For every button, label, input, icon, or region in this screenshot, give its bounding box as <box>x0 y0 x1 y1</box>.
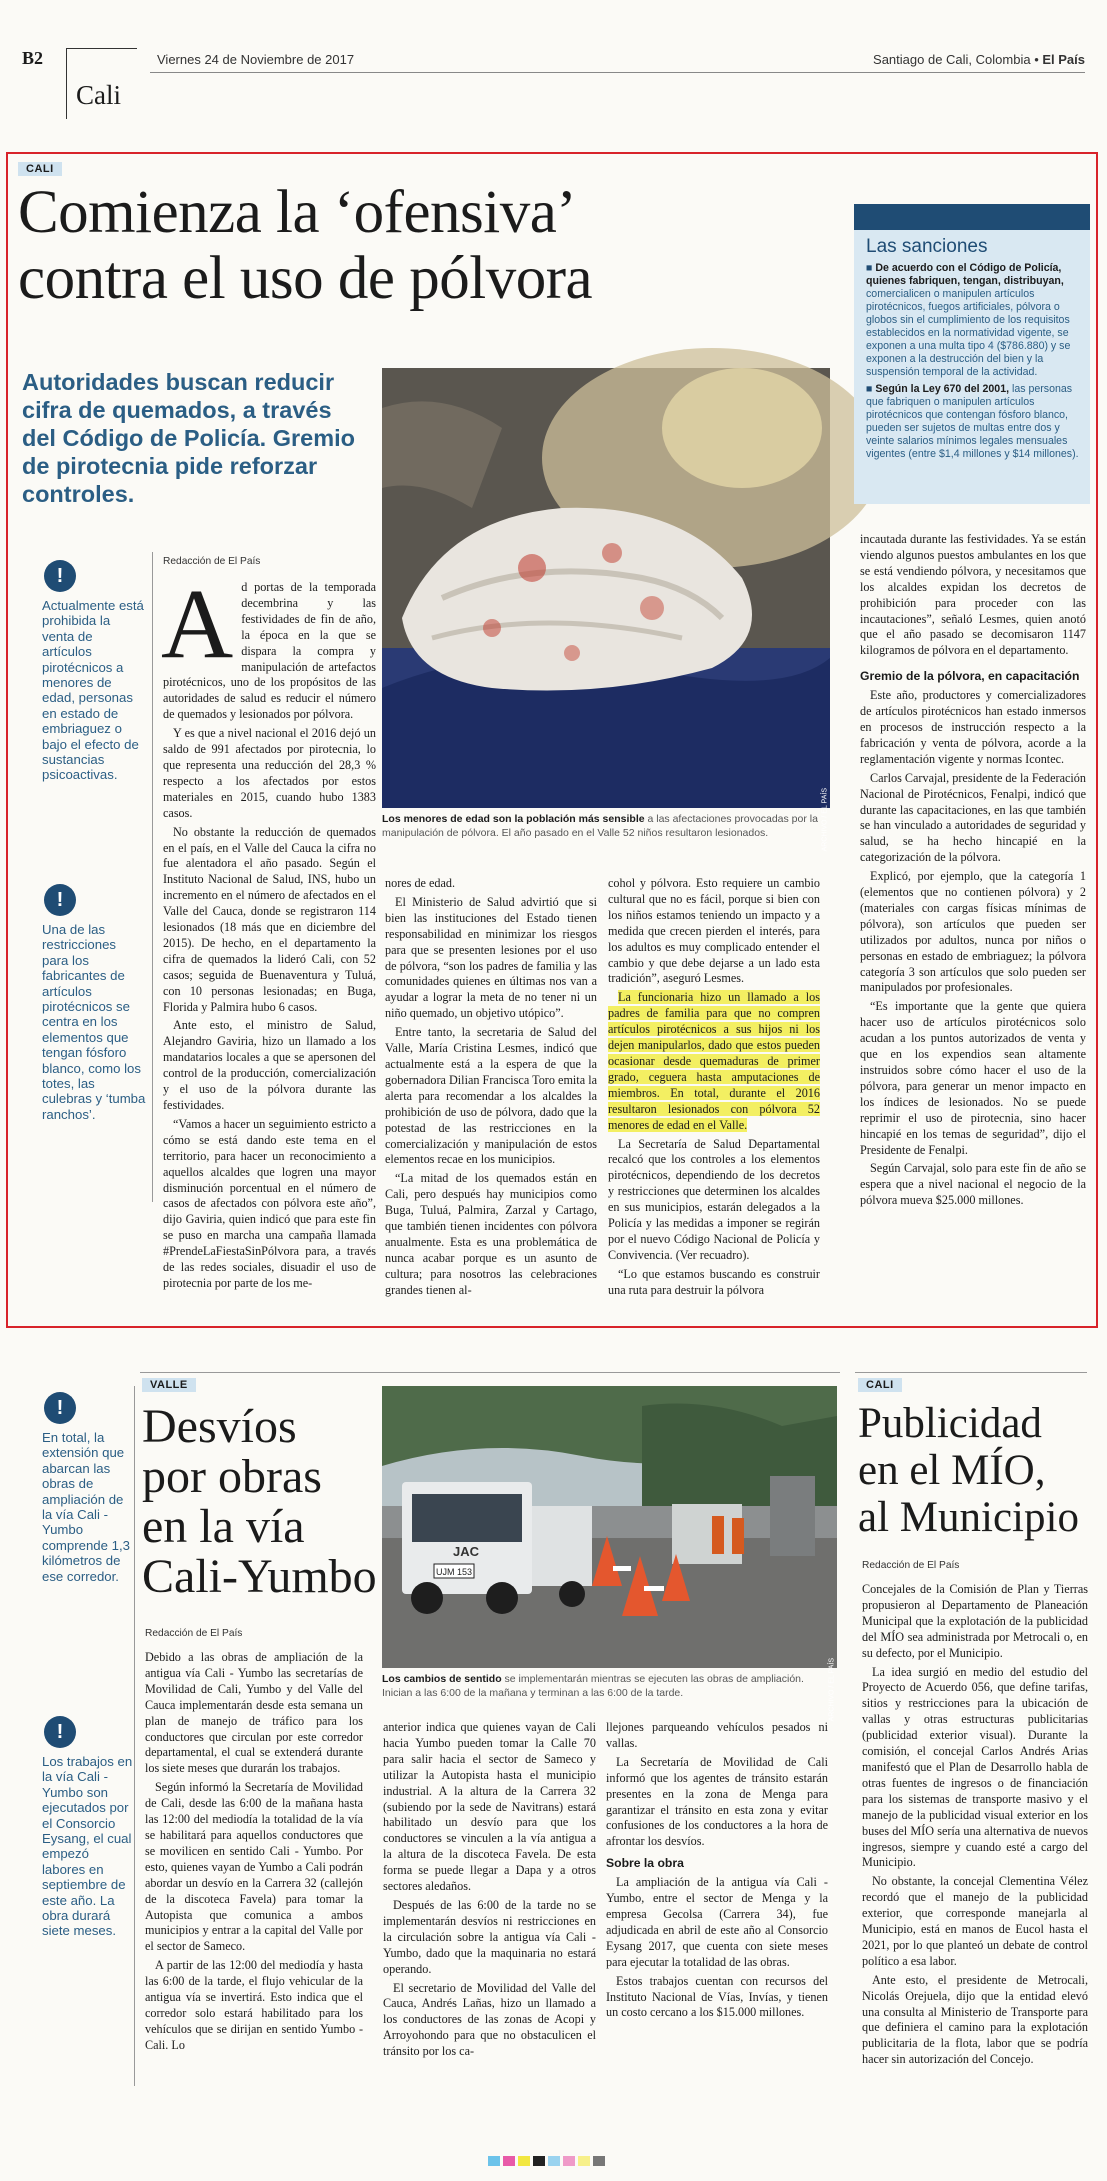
lead-paragraph: Y es que a nivel nacional el 2016 dejó un saldo de 991 afectados por pirotecnia, lo que representa una reducción del 28,3 % respecto a los afectados por estos materiales en 2015, cuando hubo 1383 casos. <box>163 726 376 820</box>
valle-tag: VALLE <box>142 1378 196 1392</box>
mio-tag: CALI <box>858 1378 902 1392</box>
page-code: B2 <box>22 48 44 68</box>
sanctions-box <box>854 204 1090 504</box>
mio-byline: Redacción de El País <box>862 1560 960 1571</box>
lead-headline: Comienza la ‘ofensiva’ contra el uso de pólvora <box>18 179 593 312</box>
lead-paragraph: nores de edad. <box>385 876 456 890</box>
valle-paragraph: Según informó la Secretaría de Movilidad de Cali, desde las 6:00 de la mañana hasta las 12:00 del mediodía la totalidad de la vía se habilitará para aquellos conductores que se movilicen en sentido Cali - Yumbo. Por esto, quienes vayan de Yumbo a Cali podrán abordar un desvío en la Carrera 32 (callejón de la discoteca Favela) para tomar la Autopista que comunica a ambos municipios y entrar a la capital del Valle por el sector de Sameco. <box>145 1780 363 1954</box>
lead-photo-credit: ARCHIVO / EL PAÍS <box>821 788 828 852</box>
mio-paragraph: La idea surgió en medio del estudio del Proyecto de Acuerdo 056, que define tarifas, sitios y restricciones para la ubicación de vallas y otras estructuras publicitarias (publicidad exterior visual). Durante la comisión, el concejal Carlos Andrés Arias manifestó que el Plan de Desarrollo habla de otras fuentes de ingresos o de financiación para los sistemas de transporte masivo y el manejo de la publicidad visual exterior en los buses del MÍO sería una alternativa de nuevos ingresos, siempre y cuando esté a cargo del Municipio. <box>862 1664 1088 1870</box>
valle-paragraph: Debido a las obras de ampliación de la antigua vía Cali - Yumbo las secretarías de Movilidad de Cali, Yumbo y del Valle del Cauca implementarán desde esta semana un plan de manejo de tráfico para los conductores que circulan por este corredor departamental, el cual se extenderá durante los siete meses que durarán los trabajos. <box>145 1650 363 1776</box>
lead-paragraph: Carlos Carvajal, presidente de la Federación Nacional de Pirotécnicos, Fenalpi, indicó que durante las capacitaciones, en las que también se han vinculado a autoridades de seguridad y salud, se ha hecho hincapié en la categorización de la pólvora. <box>860 770 1086 865</box>
lead-subhead: Gremio de la pólvora, en capacitación <box>860 669 1080 684</box>
info-icon: ! <box>44 560 76 592</box>
color-swatch <box>503 2156 515 2166</box>
mio-paragraph: Concejales de la Comisión de Plan y Tierras propusieron al Departamento de Planeación Municipal que la explotación de la publicidad del MÍO sea administrada por Metrocali o, en su defecto, por el Municipio. <box>862 1582 1088 1660</box>
valle-paragraph: llejones parqueando vehículos pesados ni vallas. <box>606 1720 828 1750</box>
lead-byline: Redacción de El País <box>163 556 261 567</box>
lead-side-rule <box>152 552 153 1202</box>
lead-paragraph: d portas de la temporada decembrina y las festividades de fin de año, la época en la que se dispara la compra y manipulación de artefactos pirotécnicos, uno de los propósitos de las autoridades de salud es reducir el número de quemados y lesionados por pólvora. <box>163 580 376 722</box>
lead-paragraph: El Ministerio de Salud advirtió que si bien las instituciones del Estado tienen responsabilidad en minimizar los riesgos para que se presenten lesiones por el uso de pólvora, “son los padres de familia y las comunidades quienes en últimas nos van a ayudar a lograr la meta de no tener ni un niño quemado, un objetivo utópico”. <box>385 894 597 1021</box>
color-swatch <box>488 2156 500 2166</box>
plate-text: UJM 153 <box>435 1567 473 1577</box>
highlighted-text: La funcionaria hizo un llamado a los padres de familia para que no compren artículos pirotécnicos a sus hijos ni los dejen manipularlos, dado que estos pueden ocasionar desde quemaduras de primer grado, ceguera hasta amputaciones de miembros. En total, durante el 2016 resultaron lesionados con pólvora 52 menores de edad en el Valle. <box>608 990 820 1132</box>
lead-paragraph: Según Carvajal, solo para este fin de año se espera que a nivel nacional el negocio de la pólvora mueva $25.000 millones. <box>860 1161 1086 1208</box>
valle-side-note-1: En total, la extensión que abarcan las obras de ampliación de la vía Cali - Yumbo comprende 1,3 kilómetros de ese corredor. <box>42 1430 130 1584</box>
valle-side-note-2: Los trabajos en la vía Cali - Yumbo son ejecutados por el Consorcio Eysang, el cual empezó labores en septiembre de este año. La obra durará siete meses. <box>42 1754 133 1939</box>
valle-subhead: Sobre la obra <box>606 1856 684 1871</box>
lead-side-note-2: Una de las restricciones para los fabricantes de artículos pirotécnicos se centra en los elementos que tengan fósforo blanco, como los totes, las culebras y ‘tumba ranchos’. <box>42 922 146 1122</box>
lead-paragraph: No obstante la reducción de quemados en el país, en el Valle del Cauca la cifra no fue alentadora el año pasado. Según el Instituto Nacional de Salud, INS, hubo un incremento en el número de afectados en el Valle del Cauca, donde se registraron 114 lesionados (18 más que en diciembre del 2015). De hecho, en el departamento la cifra de quemados la lideró Cali, con 52 casos; seguida de Buenaventura y Tuluá, con 10 personas lesionadas; en Buga, Florida y Palmira hubo 6 casos. <box>163 824 376 1014</box>
valle-side-rule <box>134 1386 135 2086</box>
lead-paragraph <box>608 990 820 1133</box>
header-rule <box>150 72 1085 73</box>
valle-column-1 <box>145 1650 363 2057</box>
valle-paragraph: anterior indica que quienes vayan de Cali hacia Yumbo pueden tomar la Calle 70 para salir hacia el sector de Sameco y utilizar la Autopista hasta el municipio industrial. A la altura de la Carrera 32 (subiendo por la sede de Navitrans) estará habilitado un desvío para que los conductores se vinculen a la vía antigua a la altura de la discoteca Favela. De esta forma se puede llegar a Dapa y a otros sectores aledaños. <box>383 1720 596 1894</box>
mio-headline: Publicidad en el MÍO, al Municipio <box>858 1400 1079 1541</box>
valle-photo-caption: Los cambios de sentido se implementarán mientras se ejecuten las obras de ampliación. Inician a las 6:00 de la mañana y terminan a las 6:00 de la tarde. <box>382 1673 804 1699</box>
valle-column-2 <box>383 1720 596 2063</box>
color-swatch <box>593 2156 605 2166</box>
valle-top-rule <box>140 1372 840 1373</box>
info-icon: ! <box>44 1716 76 1748</box>
color-swatch <box>578 2156 590 2166</box>
lead-paragraph: “La mitad de los quemados están en Cali, pero después hay municipios como Buga, Tuluá, Palmira, Zarzal y Cartago, que también tienen incidentes con pólvora anualmente. Esta es una problemática de nunca acabar porque es un asunto de cultura; para nosotros las celebraciones grandes tienen al- <box>385 1171 597 1297</box>
valle-column-3 <box>606 1720 828 2024</box>
valle-paragraph: La ampliación de la antigua vía Cali - Yumbo, entre el sector de Menga y la empresa Gecolsa (Carrera 34), fue adjudicada en abril de este año al Consorcio Eysang 2017, que cuenta con siete meses para ejecutar la totalidad de las obras. <box>606 1875 828 1969</box>
lead-paragraph: Este año, productores y comercializadores de artículos pirotécnicos han estado inmersos en procesos de instrucción respecto a la fabricación y venta de pólvora, acorde a la reglamentación vigente y normas Icontec. <box>860 688 1086 766</box>
lead-paragraph: cohol y pólvora. Esto requiere un cambio cultural que no es fácil, porque si bien con los niños estamos teniendo un impacto y a medida que crecen pierden el interés, para los adultos es muy complicado entender el cambio y que debe dejarse a un lado esta tradición”, aseguró Lesmes. <box>608 876 820 986</box>
lead-paragraph: Ante esto, el ministro de Salud, Alejandro Gaviria, hizo un llamado a los mandatarios locales a que se apersonen del control de la producción, comercialización y el uso de la pólvora durante las festividades. <box>163 1018 376 1112</box>
valle-paragraph: Después de las 6:00 de la tarde no se implementarán desvíos ni restricciones en la circulación sobre la antigua vía Cali - Yumbo, dado que la maquinaria no estará operando. <box>383 1897 596 1976</box>
valle-paragraph: El secretario de Movilidad del Valle del Cauca, Andrés Lañas, hizo un llamado a los conductores de las zonas de Acopi y Arroyohondo para que no obstaculicen el tránsito por los ca- <box>383 1980 596 2059</box>
lead-column-4 <box>860 532 1086 1212</box>
color-swatch <box>548 2156 560 2166</box>
section-name: Cali <box>76 80 121 110</box>
valle-photo-credit: ARCHIVO / EL PAÍS <box>828 1658 835 1722</box>
header-date: Viernes 24 de Noviembre de 2017 <box>157 52 355 67</box>
lead-side-note-1: Actualmente está prohibida la venta de artículos pirotécnicos a menores de edad, personas en estado de embriaguez o bajo el efecto de sustancias psicoactivas. <box>42 598 144 783</box>
sanctions-item-2: ■ Según la Ley 670 del 2001, las personas que fabriquen o manipulen artículos pirotécnicos que contengan fósforo blanco, pueden ser sujetos de multas entre dos y veinte salarios mínimos legales mensuales vigentes (entre $1,4 millones y $14 millones). <box>866 383 1079 460</box>
valle-paragraph: Estos trabajos cuentan con recursos del Instituto Nacional de Vías, Invías, y tienen un costo cercano a los $15.000 millones. <box>606 1973 828 2020</box>
lead-deck: Autoridades buscan reducir cifra de quemados, a través del Código de Policía. Gremio de pirotecnia pide reforzar controles. <box>22 369 355 507</box>
sanctions-item-1: ■ De acuerdo con el Código de Policía, quienes fabriquen, tengan, distribuyan, comercialicen o manipulen artículos pirotécnicos, fuegos artificiales, pólvora o globos sin el cumplimiento de los requisitos establecidos en la normatividad vigente, se exponen a una multa tipo 4 ($786.880) y se exponen a la destrucción del bien y la suspensión temporal de la actividad. <box>866 262 1071 378</box>
lead-paragraph: Entre tanto, la secretaria de Salud del Valle, María Cristina Lesmes, indicó que actualmente está a la espera de que la gobernadora Dilian Francisca Toro emita la alerta para recomendar a los alcaldes la prohibición de uso de pólvora, dado que la potestad de las restricciones en la comercialización y manipulación de estos elementos recae en los municipios. <box>385 1025 597 1167</box>
mio-column <box>862 1582 1088 2071</box>
mio-paragraph: Ante esto, el presidente de Metrocali, Nicolás Orejuela, dijo que la entidad elevó una consulta al Ministerio de Transporte para que definiera el camino para la explotación publicitaria de la flota, labor que se podría hacer sin autorización del Concejo. <box>862 1972 1088 2067</box>
lead-paragraph: incautada durante las festividades. Ya se están viendo algunos puestos ambulantes en los que se está vendiendo pólvora, y necesitamos que los alcaldes expidan los decretos de prohibición para proceder con las incautaciones”, señaló Lesmes, quien anotó que el año pasado se decomisaron 1147 kilogramos de pólvora en el departamento. <box>860 532 1086 658</box>
valle-headline: Desvíos por obras en la vía Cali-Yumbo <box>142 1400 377 1603</box>
lead-dropcap: A <box>161 568 234 679</box>
sanctions-title: Las sanciones <box>866 236 988 257</box>
lead-column-3 <box>608 876 820 1302</box>
bandaged-hand-image <box>382 368 830 808</box>
valle-paragraph: A partir de las 12:00 del mediodía y hasta las 6:00 de la tarde, el flujo vehicular de la antigua vía se invertirá. Esto indica que el corredor solo estará habilitado para los vehículos que se dirijan en sentido Yumbo - Cali. Lo <box>145 1958 363 2052</box>
color-swatch <box>533 2156 545 2166</box>
info-icon: ! <box>44 1392 76 1424</box>
color-swatch <box>563 2156 575 2166</box>
mio-paragraph: No obstante, la concejal Clementina Vélez recordó que el manejo de la publicidad exterior, que corresponde manejarla al Municipio, está en manos de Eucol hasta el 2021, por lo que planteó un debate de control político a esa labor. <box>862 1874 1088 1968</box>
truck-brand: JAC <box>452 1544 480 1559</box>
section-tag: CALI <box>18 162 62 176</box>
info-icon: ! <box>44 884 76 916</box>
lead-paragraph: Explicó, por ejemplo, que la categoría 1 (elementos que no contienen pólvora) y 2 (materiales con cargas físicas mínimas de pólvora), son artículos que pueden ser utilizados por adultos, nunca por niños o personas en estado de embriaguez; la pólvora categoría 3 son artículos que solo pueden ser manipulados por profesionales. <box>860 869 1086 995</box>
road-works-image <box>382 1386 837 1668</box>
lead-paragraph: “Lo que estamos buscando es construir una ruta para destruir la pólvora <box>608 1266 820 1297</box>
lead-paragraph: “Vamos a hacer un seguimiento estricto a cómo se está dando este tema en el territorio, para hacer un reconocimiento a aquellos alcaldes que logren una mayor disminución porcentual en el número de casos de afectados con pólvora este año”, dijo Gaviria, quien indicó que para este fin se puso en marcha una campaña llamada #PrendeLaFiestaSinPólvora para, a través de las redes sociales, disuadir el uso de pirotecnia por parte de los me- <box>163 1116 376 1290</box>
valle-byline: Redacción de El País <box>145 1628 243 1639</box>
mio-top-rule <box>855 1372 1087 1373</box>
lead-photo-caption: Los menores de edad son la población más sensible a las afectaciones provocadas por la manipulación de pólvora. El año pasado en el Valle 52 niños resultaron lesionados. <box>382 813 818 839</box>
lead-paragraph: La Secretaría de Salud Departamental recalcó que los controles a los elementos pirotécnicos, dependiendo de los decretos y restricciones que determinen los alcaldes en sus municipios, estarán delegados a la Policía y las medidas a imponer se regirán por el nuevo Código Nacional de Policía y Convivencia. (Ver recuadro). <box>608 1136 820 1262</box>
lead-paragraph: “Es importante que la gente que quiera hacer uso de artículos pirotécnicos solo acudan a los puntos autorizados de venta y que en los expendios sean altamente instruidos sobre cómo hacer el uso de la pólvora, para generar un menor impacto en los índices de lesionados. No se puede reprimir el uso de pirotecnia, sino hacer hincapié en los temas de seguridad”, dijo el Presidente de Fenalpi. <box>860 999 1086 1157</box>
color-swatch <box>518 2156 530 2166</box>
lead-column-1 <box>161 568 376 1295</box>
header-location: Santiago de Cali, Colombia • El País <box>873 52 1085 67</box>
sanctions-box-bar <box>854 204 1090 230</box>
print-color-bar <box>488 2156 605 2166</box>
lead-column-2 <box>385 876 597 1302</box>
valle-paragraph: La Secretaría de Movilidad de Cali informó que los agentes de tránsito estarán presentes en la zona de Menga para garantizar el tránsito en esta zona y evitar confusiones de los conductores a la hora de afrontar los desvíos. <box>606 1754 828 1849</box>
